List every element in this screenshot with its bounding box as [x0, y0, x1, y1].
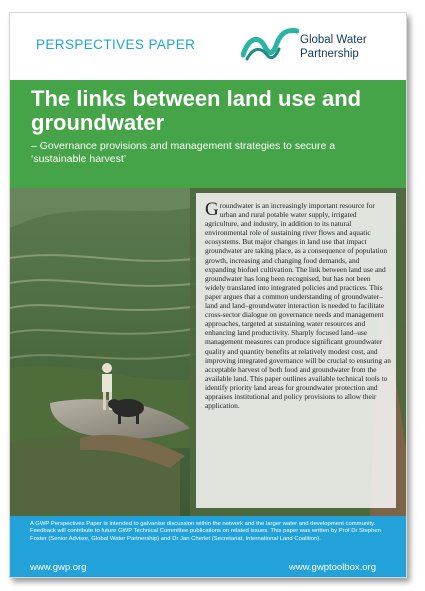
abstract-text: [205, 201, 391, 410]
logo-text-line2: Partnership: [300, 48, 359, 60]
document-title: The links between land use and groundwater: [31, 86, 362, 135]
abstract-panel: [196, 193, 396, 508]
gwp-toolbox-link[interactable]: www.gwptoolbox.org: [288, 562, 376, 573]
footer-band: [10, 516, 406, 577]
abstract-dropcap: G: [205, 199, 219, 220]
series-label: PERSPECTIVES PAPER: [36, 37, 196, 52]
logo-text-line1: Global Water: [300, 34, 367, 46]
gwp-website-link[interactable]: www.gwp.org: [30, 562, 87, 573]
footer-note: A GWP Perspectives Paper is intended to galvanise discussion within the network and the larger water and development community. Feedback will contribute to future GWP Technical Committee publications on related issues. This paper was written by Prof Dr Stephen Foster (Senior Advisor, Global Water Partnership) and Dr Jan Cherlet (Secretariat, International Land Coalition).: [30, 521, 381, 542]
document-subtitle: – Governance provisions and management strategies to secure a ‘sustainable harvest’: [31, 140, 336, 165]
gwp-wave-logo-icon: [241, 25, 299, 65]
abstract-body: roundwater is an increasingly important resource for urban and rural potable water supply, irrigated agriculture, and industry, in addition to its natural environmental role of sustaining river flows and aquatic ecosystems. But major changes in land use that impact groundwater are taking place, as a consequence of population growth, increasing and changing food demands, and expanding biofuel cultivation. The link between land use and groundwater has long been recognised, but has not been widely translated into integrated policies and practices. This paper argues that a common understanding of groundwater–land and land–groundwater interaction is needed to facilitate cross-sector dialogue on governance needs and management approaches, targeted at sustaining water resources and enhancing land productivity. Sharply focused land–use management measures can produce significant groundwater quality and quantity benefits at relatively modest cost, and improving integrated governance will be crucial to ensuring an acceptable harvest of both food and groundwater from the available land. This paper outlines available technical tools to identify priority land areas for groundwater protection and appraises institutional and policy provisions to allow their application.: [205, 201, 391, 411]
title-band: [10, 80, 406, 188]
document-cover: [9, 12, 407, 578]
